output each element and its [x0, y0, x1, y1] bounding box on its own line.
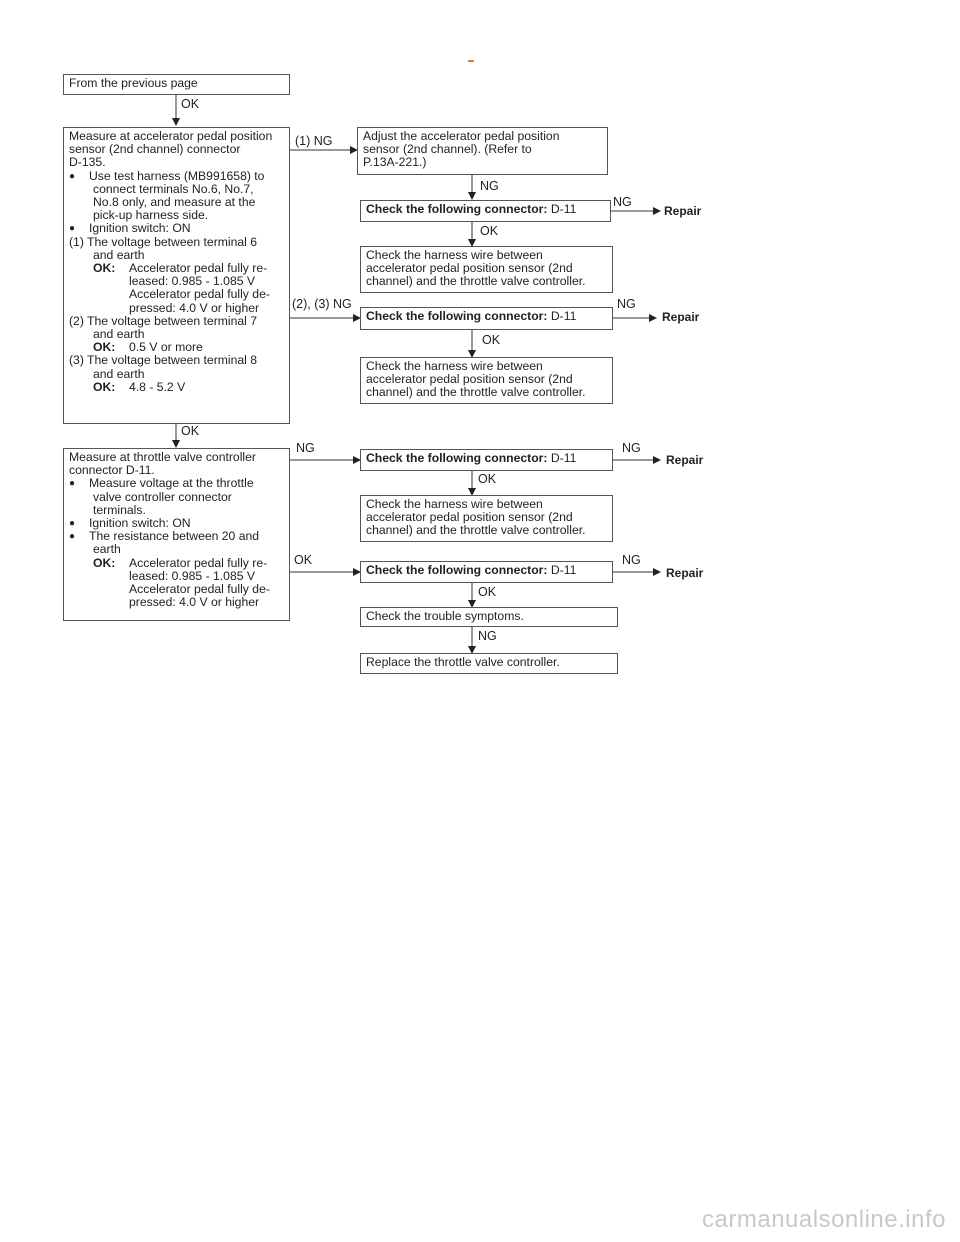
ok-label: OK — [181, 97, 200, 111]
box-line: sensor (2nd channel) connector — [69, 142, 241, 157]
step-box-connector-check — [360, 449, 613, 471]
connector-prefix: Check the following connector: — [366, 202, 548, 216]
ok-criteria-label: OK: — [93, 340, 116, 355]
ng-label: NG — [478, 629, 497, 643]
box-line: Ignition switch: ON — [89, 221, 191, 236]
step-box-adjust — [357, 127, 608, 175]
box-line: pressed: 4.0 V or higher — [129, 300, 260, 315]
ok-label: OK — [482, 333, 501, 347]
bullet-icon: ● — [69, 223, 76, 235]
box-line: and earth — [93, 247, 145, 262]
repair-label: Repair — [664, 204, 702, 218]
ok-criteria-label: OK: — [93, 261, 116, 276]
box-line: accelerator pedal position sensor (2nd — [366, 261, 573, 276]
item-number: (2) — [69, 313, 84, 328]
box-line: D-135. — [69, 155, 106, 170]
box-line: leased: 0.985 - 1.085 V — [129, 274, 256, 289]
box-line: The voltage between terminal 8 — [87, 353, 258, 368]
ok-label: OK — [480, 224, 499, 238]
ng23-label: (2), (3) NG — [292, 297, 352, 311]
ng-label: NG — [480, 179, 499, 193]
ng-label: NG — [622, 441, 641, 455]
ok-label: OK — [294, 553, 313, 567]
box-line: Check the harness wire between — [366, 497, 543, 511]
box-line: channel) and the throttle valve controller. — [366, 523, 586, 538]
repair-label: Repair — [666, 566, 704, 580]
box-line: Measure voltage at the throttle — [89, 476, 254, 491]
ng-label: NG — [613, 195, 632, 209]
step-box-connector-check — [360, 307, 613, 330]
step-box-connector-check — [360, 561, 613, 583]
step-box-replace — [360, 653, 618, 674]
box-line: sensor (2nd channel). (Refer to — [363, 142, 532, 157]
step-box-harness-check — [360, 246, 613, 293]
replace-text: Replace the throttle valve controller. — [366, 655, 560, 669]
box-line: connect terminals No.6, No.7, — [93, 181, 254, 196]
ok-label: OK — [478, 585, 497, 599]
ng-label: NG — [617, 297, 636, 311]
connector-id: D-11 — [550, 451, 577, 465]
bullet-icon: ● — [69, 170, 76, 182]
item-number: (3) — [69, 353, 84, 368]
connector-prefix: Check the following connector: — [366, 309, 548, 323]
box-line: Accelerator pedal fully de- — [129, 582, 270, 597]
ok-criteria-label: OK: — [93, 379, 116, 394]
ok-label: OK — [181, 424, 200, 438]
bullet-icon: ● — [69, 518, 76, 530]
ok-label: OK — [478, 472, 497, 486]
box-line: The resistance between 20 and — [89, 529, 260, 544]
box-line: and earth — [93, 327, 145, 342]
step-box-sensor-measure — [63, 127, 290, 424]
box-line: channel) and the throttle valve controller. — [366, 274, 586, 289]
box-line: Accelerator pedal fully de- — [129, 287, 270, 302]
box-line: 4.8 - 5.2 V — [129, 379, 186, 394]
box-line: Accelerator pedal fully re- — [129, 555, 268, 570]
ok-criteria-label: OK: — [93, 555, 116, 570]
box-line: Measure at throttle valve controller — [69, 450, 256, 464]
step-box-harness-check — [360, 495, 613, 542]
repair-label: Repair — [666, 453, 704, 467]
connector-prefix: Check the following connector: — [366, 563, 548, 577]
ng-label: NG — [296, 441, 315, 455]
box-line: Use test harness (MB991658) to — [89, 168, 265, 183]
box-line: accelerator pedal position sensor (2nd — [366, 510, 573, 525]
box-line: 0.5 V or more — [129, 340, 203, 355]
box-line: Adjust the accelerator pedal position — [363, 129, 560, 143]
box-line: The voltage between terminal 6 — [87, 234, 258, 249]
box-line: Ignition switch: ON — [89, 516, 191, 531]
connector-id: D-11 — [550, 202, 577, 216]
trouble-text: Check the trouble symptoms. — [366, 609, 524, 623]
start-label: From the previous page — [69, 76, 198, 90]
step-box-connector-check — [360, 200, 611, 222]
bullet-icon: ● — [69, 478, 76, 490]
ng-label: NG — [622, 553, 641, 567]
box-line: Check the harness wire between — [366, 248, 543, 262]
box-line: connector D-11. — [69, 463, 155, 478]
step-box-controller-measure — [63, 448, 290, 621]
step-box-trouble-symptoms — [360, 607, 618, 627]
box-line: pressed: 4.0 V or higher — [129, 595, 260, 610]
box-line: pick-up harness side. — [93, 208, 209, 223]
box-line: No.8 only, and measure at the — [93, 195, 256, 210]
box-line: valve controller connector — [93, 489, 232, 504]
watermark: carmanualsonline.info — [702, 1206, 946, 1233]
step-box-harness-check — [360, 357, 613, 404]
box-line: channel) and the throttle valve controller. — [366, 385, 586, 400]
connector-prefix: Check the following connector: — [366, 451, 548, 465]
box-line: The voltage between terminal 7 — [87, 313, 258, 328]
box-line: P.13A-221.) — [363, 155, 427, 170]
box-line: Accelerator pedal fully re- — [129, 261, 268, 276]
ng1-label: (1) NG — [295, 134, 333, 148]
box-line: Check the harness wire between — [366, 359, 543, 373]
start-box — [63, 74, 290, 95]
bullet-icon: ● — [69, 531, 76, 543]
box-line: leased: 0.985 - 1.085 V — [129, 568, 256, 583]
box-line: accelerator pedal position sensor (2nd — [366, 372, 573, 387]
item-number: (1) — [69, 234, 84, 249]
connector-id: D-11 — [550, 309, 577, 323]
box-line: terminals. — [93, 502, 146, 517]
repair-label: Repair — [662, 310, 700, 324]
box-line: Measure at accelerator pedal position — [69, 129, 273, 143]
connector-id: D-11 — [550, 563, 577, 577]
box-line: earth — [93, 542, 121, 557]
box-line: and earth — [93, 366, 145, 381]
